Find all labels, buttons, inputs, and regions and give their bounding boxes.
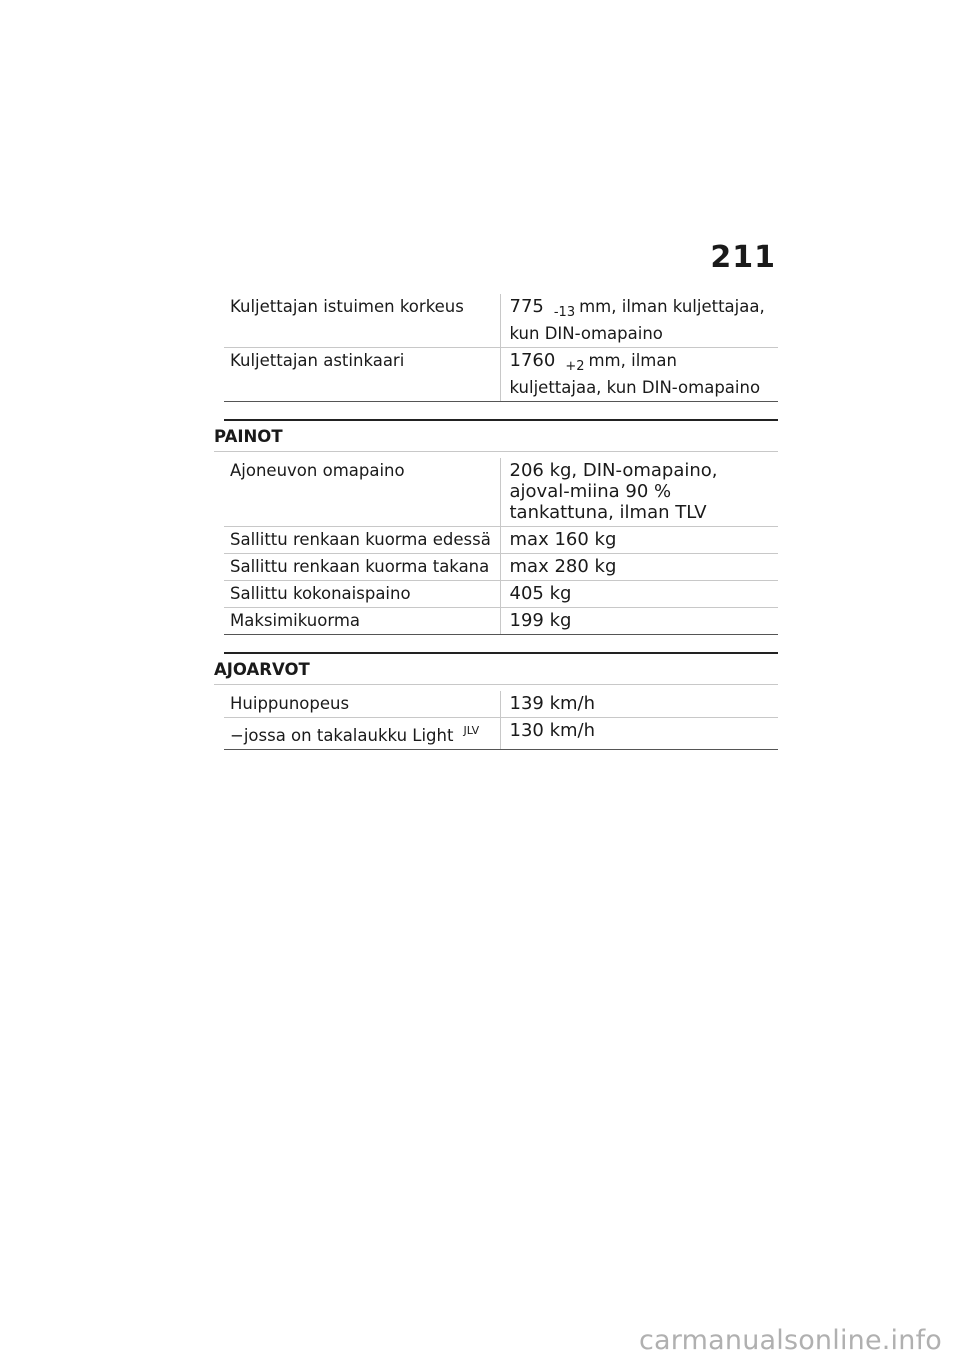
weights-table [224, 458, 778, 635]
option-code: JLV [463, 724, 480, 737]
table-row [224, 294, 778, 348]
spec-value: 130 km/h [500, 718, 778, 750]
table-row [224, 581, 778, 608]
table-row [224, 458, 778, 527]
spec-label: Sallittu kokonaispaino [224, 581, 500, 608]
spec-value: 199 kg [500, 608, 778, 635]
table-row [224, 691, 778, 718]
section-title-weights: PAINOT [214, 424, 778, 452]
spec-label-with-option [224, 718, 500, 750]
spec-label: Kuljettajan astinkaari [224, 348, 500, 402]
table-row [224, 527, 778, 554]
table-row [224, 554, 778, 581]
spec-label: −jossa on takalaukku Light [230, 726, 454, 745]
spec-value: 405 kg [500, 581, 778, 608]
spec-value-tolerance: -13 [553, 305, 576, 320]
spec-label: Sallittu renkaan kuorma takana [224, 554, 500, 581]
spec-value: 206 kg, DIN-omapaino, ajoval-miina 90 % tankattuna, ilman TLV [500, 458, 778, 527]
spec-value: max 160 kg [500, 527, 778, 554]
spec-label: Ajoneuvon omapaino [224, 458, 500, 527]
spec-label: Maksimikuorma [224, 608, 500, 635]
driving-section [214, 652, 778, 750]
table-row [224, 718, 778, 750]
page-number: 211 [710, 240, 776, 275]
spec-value: 139 km/h [500, 691, 778, 718]
spec-value-note: mm, ilman kuljettajaa, kun DIN-omapaino [509, 351, 761, 397]
spec-label: Kuljettajan istuimen korkeus [224, 294, 500, 348]
spec-value-note: mm, ilman kuljettajaa, kun DIN-omapaino [509, 297, 765, 343]
spec-content [214, 294, 778, 750]
spec-value [500, 294, 778, 348]
weights-section [214, 419, 778, 635]
spec-label: Sallittu renkaan kuorma edessä [224, 527, 500, 554]
section-title-driving: AJOARVOT [214, 657, 778, 685]
table-row [224, 348, 778, 402]
spec-value-main: 1760 [509, 350, 556, 371]
driving-table [224, 691, 778, 750]
spec-value-tolerance: +2 [565, 359, 585, 374]
spec-label: Huippunopeus [224, 691, 500, 718]
spec-value-main: 775 [509, 296, 544, 317]
watermark: carmanualsonline.info [639, 1325, 942, 1356]
spec-value [500, 348, 778, 402]
seat-table [224, 294, 778, 402]
table-row [224, 608, 778, 635]
spec-value: max 280 kg [500, 554, 778, 581]
